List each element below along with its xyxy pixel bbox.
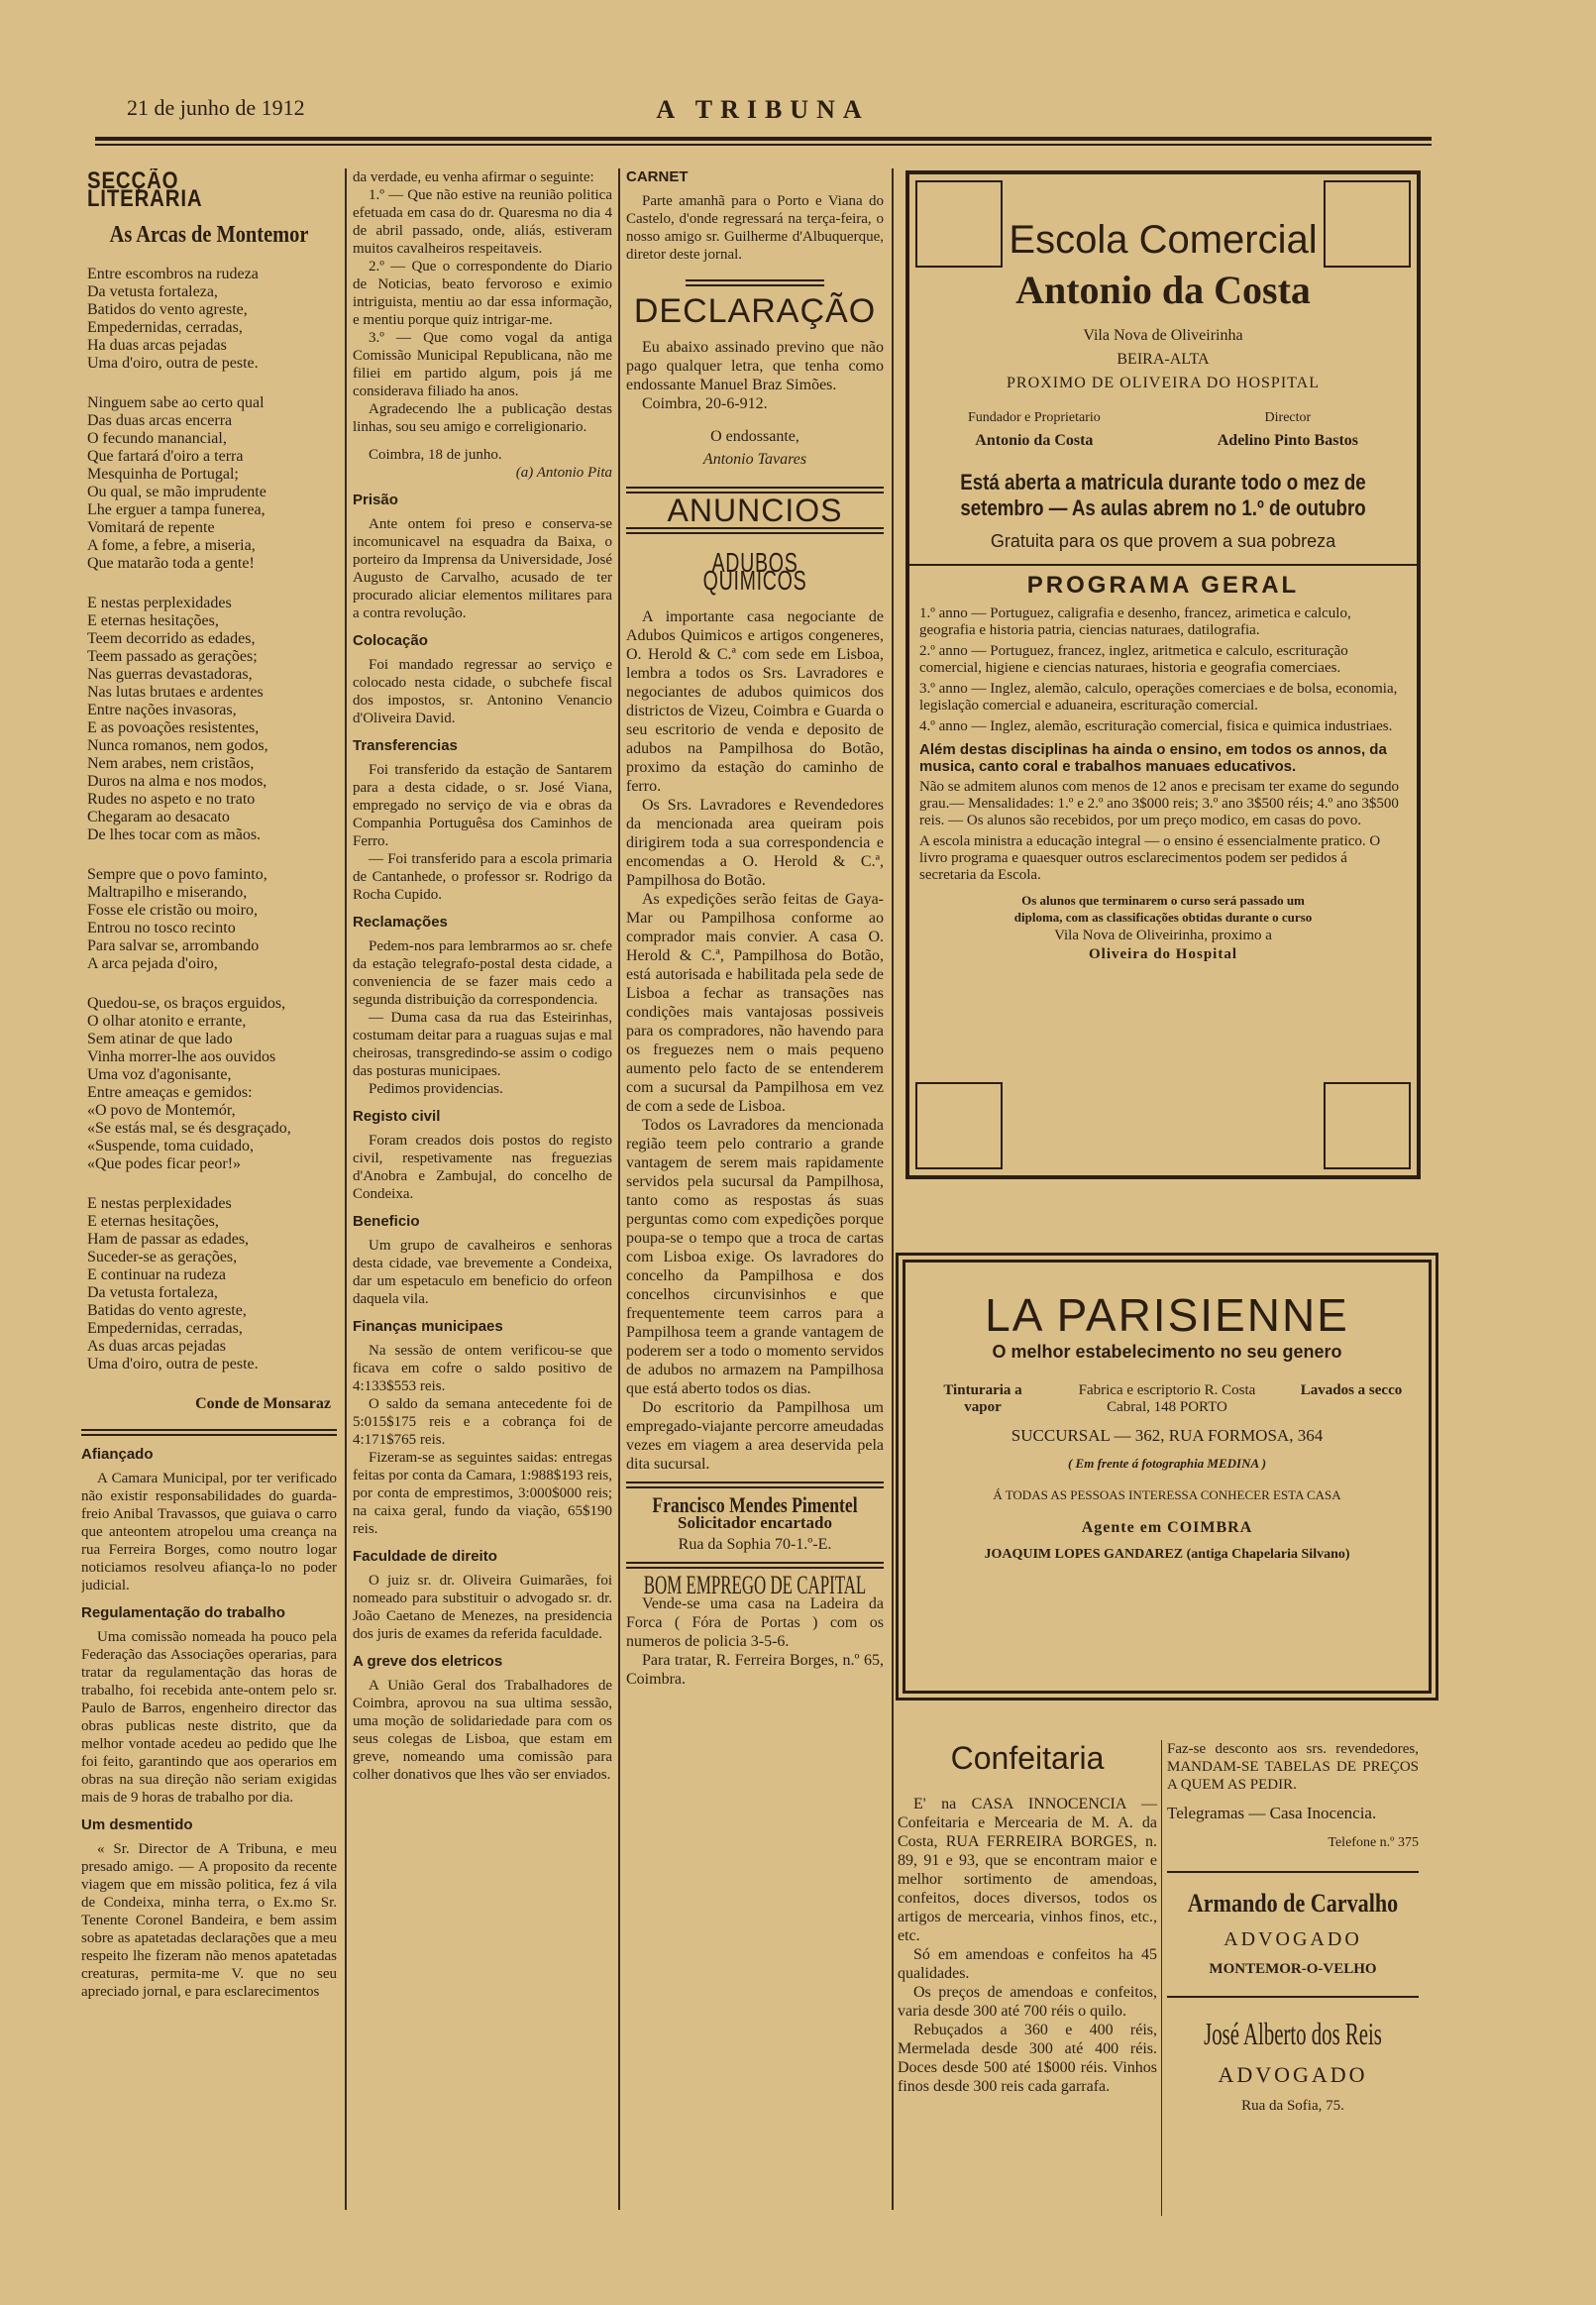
ad-name: Francisco Mendes Pimentel	[652, 1492, 858, 1517]
lawyer-location: MONTEMOR-O-VELHO	[1209, 1961, 1377, 1977]
ad-heading: Confeitaria	[950, 1740, 1105, 1776]
article-heading: Beneficio	[353, 1213, 420, 1230]
letter-signature: (a) Antonio Pita	[515, 465, 612, 481]
director	[1218, 410, 1358, 450]
service: Lavados a secco	[1300, 1382, 1403, 1398]
article-text: Foram creados dois postos do registo civil, respetivamente nas freguezias d'Anobra e Zambujal, do concelho de Condeixa.	[353, 1133, 612, 1202]
article-text: — Foi transferido para a escola primaria de Cantanhede, o professor sr. Rodrigo da Rocha Cupido.	[353, 851, 612, 903]
article	[81, 1446, 337, 2001]
ornament	[915, 180, 1003, 268]
article-heading: Prisão	[353, 492, 398, 508]
ads-heading: ANUNCIOS	[667, 493, 843, 528]
lawyer-name: Armando de Carvalho	[1187, 1889, 1399, 1918]
shop-services	[905, 1382, 1429, 1416]
school-name-2: Antonio da Costa	[1015, 268, 1311, 312]
article-text: da verdade, eu venha afirmar o seguinte:	[353, 169, 594, 185]
article-text: Pedimos providencias.	[369, 1081, 503, 1097]
ad-role: Solicitador encartado	[678, 1513, 832, 1532]
admission-note: Não se admitem alunos com menos de 12 anos e precisam ter exame do segundo grau.— Mensalidades: 1.º e 2.º ano 3$000 reis; 3.º ano 3$500 réis; 4.º ano 3$500 reis. — Os alunos são recebidos, por um preço modico, em casas do povo.	[919, 779, 1400, 828]
director-name: Adelino Pinto Bastos	[1217, 432, 1358, 449]
stanza: E nestas perplexidades E eternas hesitações, Teem decorrido as edades, Teem passado as gerações; Nas guerras devastadoras, Nas lutas brutaes e ardentes Entre nações invasoras, E as povoações resistentes, Nunca romanos, nem godos, Nem arabes, nem cristãos, Duros na alma e nos modos, Rudes no aspeto e no trato Chegaram ao desacato De lhes tocar com as mãos.	[87, 595, 268, 843]
ad-text: Os Srs. Lavradores e Revendedores da mencionada area queiram pois dirigirem toda a sua correspondencia e encomendas a O. Herold & C.ª, Pampilhosa do Botão.	[626, 797, 884, 889]
agent-name: JOAQUIM LOPES GANDAREZ (antiga Chapelaria Silvano)	[984, 1547, 1350, 1562]
article	[353, 168, 612, 1784]
address-note: Oliveira do Hospital	[1088, 946, 1237, 962]
school-name: Escola Comercial	[1009, 218, 1318, 262]
ad-escola-comercial	[905, 170, 1421, 1179]
founder-label: Fundador e Proprietario	[968, 410, 1101, 425]
ad-text: Todos os Lavradores da mencionada região teem pelo contrario a grande vantagem de serem mais rapidamente servidos pela sucursal da Pampilhosa, tanto como as respostas ás suas perguntas como com expedições porque poupa-se o tempo que a troca de cartas com Lisboa exige. Os lavradores do concelho da Pampilhosa e dos concelhos circunvisinhos e que frequentemente teem carros para a Pampilhosa teem a grande vantagem de poderem ser a todo o momento servidos de adubos no armazem na Pampilhosa que está aberto todos os dias.	[626, 1117, 884, 1397]
article-heading: Um desmentido	[81, 1816, 193, 1833]
ad-text: Do escritorio da Pampilhosa um empregado-viajante percorre ameudadas vezes em viagem a area deservida pela dita sucursal.	[626, 1399, 884, 1473]
free-notice: Gratuita para os que provem a sua pobreza	[990, 531, 1336, 551]
article-text: Uma comissão nomeada ha pouco pela Federação das Associações operarias, para tratar da regulamentação das horas de trabalho, foi recebida ante-ontem pelo sr. Paulo de Barros, engenheiro director das obras publicas neste distrito, que da melhor vontade acedeu ao pedido que lhe foi feito, garantindo que aos operarios em obras na sua direção não seriam exigidas mais de 9 horas de trabalho por dia.	[81, 1629, 337, 1806]
article-heading: Regulamentação do trabalho	[81, 1604, 285, 1621]
letter-place: Coimbra, 18 de junho.	[369, 447, 502, 463]
article	[626, 168, 884, 264]
ad-text: Para tratar, R. Ferreira Borges, n.º 65, Coimbra.	[626, 1652, 884, 1688]
diploma-note: Os alunos que terminarem o curso será passado um diploma, com as classificações obtidas durante o curso	[1013, 893, 1313, 925]
divider	[1167, 1871, 1419, 1873]
ad-heading: BOM EMPREGO DE CAPITAL	[643, 1571, 867, 1599]
ornament	[1324, 1082, 1411, 1169]
masthead-title: A TRIBUNA	[656, 95, 870, 124]
article-text: O saldo da semana antecedente foi de 5:015$175 reis e a cobrança foi de 4:171$765 reis.	[353, 1396, 612, 1448]
phone-text: Telefone n.º 375	[1328, 1835, 1419, 1850]
divider	[626, 527, 884, 534]
article-heading: Finanças municipaes	[353, 1318, 503, 1335]
stanza: E nestas perplexidades E eternas hesitações, Ham de passar as edades, Suceder-se as gerações, E continuar na rudeza Da vetusta fortaleza, Batidas do vento agreste, Empedernidas, cerradas, As duas arcas pejadas Uma d'oiro, outra de peste.	[87, 1195, 259, 1372]
service: Tinturaria a vapor	[943, 1382, 1022, 1415]
stanza: Sempre que o povo faminto, Maltrapilho e miserando, Fosse ele cristão ou moiro, Entrou no tosco recinto Para salvar se, arrombando A arca pejada d'oiro,	[87, 866, 267, 972]
location: BEIRA-ALTA	[1117, 351, 1210, 368]
header-rule-thin	[95, 144, 1432, 146]
shop-address: Fabrica e escriptorio R. Costa Cabral, 148 PORTO	[1078, 1382, 1256, 1415]
article-text: 2.º — Que o correspondente do Diario de Noticias, beato fervoroso e eximio intriguista, mentiu ao dar essa informação, e mentiu porque quiz intrigar-me.	[353, 259, 612, 328]
header-rule	[95, 137, 1432, 141]
ad-adubos	[626, 607, 884, 1474]
declaration-heading: DECLARAÇÃO	[633, 292, 877, 330]
article-heading: Afiançado	[81, 1446, 154, 1463]
agent-label: Agente em COIMBRA	[1081, 1519, 1253, 1536]
ornament	[1324, 180, 1411, 268]
article-text: Foi mandado regressar ao serviço e colocado nesta cidade, o subchefe fiscal dos impostos, sr. Antonino Venancio d'Oliveira David.	[353, 657, 612, 726]
right-ads	[1167, 1740, 1419, 2115]
program-year: 4.º anno — Inglez, alemão, escrituração comercial, fisica e quimica industriaes.	[919, 718, 1393, 734]
article-text: Pedem-nos para lembrarmos ao sr. chefe da estação telegrafo-postal desta cidade, a conveniencia de se fazer mais cedo a segunda distribuição da correspondencia.	[353, 938, 612, 1008]
article-heading: A greve dos eletricos	[353, 1653, 503, 1670]
poem-signature: Conde de Monsaraz	[195, 1395, 331, 1412]
article-text: A União Geral dos Trabalhadores de Coimbra, aprovou na sua ultima sessão, uma moção de solidariedade para com os seus colegas de Lisboa, que estam em greve, nomeando uma comissão para colher donativos que lhes vão ser enviados.	[353, 1678, 612, 1783]
lawyer-address: Rua da Sofia, 75.	[1241, 2098, 1344, 2114]
shop-name: LA PARISIENNE	[985, 1289, 1349, 1341]
column-3	[626, 168, 884, 2210]
program-heading: PROGRAMA GERAL	[909, 564, 1417, 600]
article-heading: Transferencias	[353, 737, 458, 754]
article-text: Fizeram-se as seguintes saidas: entregas feitas por conta da Camara, 1:988$193 reis, por conta de emprestimos, 3:000$000 reis; na caixa geral, fundo da viação, 65$190 reis.	[353, 1450, 612, 1537]
column-2	[353, 168, 612, 2210]
lawyer-profession: ADVOGADO	[1224, 1928, 1362, 1950]
declaration-role: O endossante,	[710, 428, 799, 445]
ad-text: Só em amendoas e confeitos ha 45 qualidades.	[898, 1946, 1157, 1982]
article-text: 1.º — Que não estive na reunião politica efetuada em casa do dr. Quaresma no dia 4 de abril passado, onde, aliás, estiveram muitos cavalheiros respeitaveis.	[353, 187, 612, 257]
article-text: Na sessão de ontem verificou-se que ficava em cofre o saldo positivo de 4:133$553 reis.	[353, 1343, 612, 1394]
founder	[968, 410, 1101, 450]
column-divider	[1161, 1740, 1162, 2216]
ad-confeitaria	[898, 1732, 1157, 2096]
school-staff	[909, 410, 1417, 450]
education-note: A escola ministra a educação integral — o ensino é essencialmente pratico. O livro programa e quaesquer outros esclarecimentos podem ser pedidos á secretaria da Escola.	[919, 833, 1381, 883]
ad-text: Vende-se uma casa na Ladeira da Forca ( Fóra de Portas ) com os numeros de policia 3-5-6.	[626, 1595, 884, 1650]
declaration-text: Eu abaixo assinado previno que não pago qualquer letra, que tenha como endossante Manuel Braz Simões.	[626, 339, 884, 393]
ad-text: E' na CASA INNOCENCIA — Confeitaria e Mercearia de M. A. da Costa, RUA FERREIRA BORGES, n. 89, 91 e 93, que se encontram maior e melhor sortimento de amendoas, confeitos, doces diversos, todos os artigos de mercearia, vinhos finos, etc., etc.	[898, 1796, 1157, 1944]
declaration-place: Coimbra, 20-6-912.	[642, 395, 768, 412]
shop-slogan: O melhor estabelecimento no seu genero	[992, 1342, 1342, 1362]
ornament	[915, 1082, 1003, 1169]
ad-bom-emprego	[626, 1594, 884, 1689]
divider	[81, 1429, 337, 1436]
column-1	[81, 168, 337, 2210]
poem	[81, 266, 337, 1373]
stanza: Entre escombros na rudeza Da vetusta fortaleza, Batidos do vento agreste, Empedernidas, cerradas, Ha duas arcas pejadas Uma d'oiro, outra de peste.	[87, 266, 259, 372]
ad-text: As expedições serão feitas de Gaya-Mar ou Pampilhosa conforme ao comprador mais convier. A casa O. Herold & C.ª, Pampilhosa do Botão, está autorisada e habilitada pela sede de Lisboa a fechar as transações nas condições mais vantajosas possiveis para os compradores, não havendo para os freguezes nem o mais pequeno aumento pelo facto de se entenderem com a sucursal da Pampilhosa em vez de com a sede de Lisboa.	[626, 891, 884, 1115]
article-text: Parte amanhã para o Porto e Viana do Castelo, d'onde regressará na terça-feira, o nosso amigo sr. Guilherme d'Albuquerque, diretor deste jornal.	[626, 193, 884, 263]
ad-text: A importante casa negociante de Adubos Quimicos e artigos congeneres, O. Herold & C.ª com sede em Lisboa, lembra a todos os Srs. Lavradores e negociantes de adubos quimicos dos districtos de Vizeu, Coimbra e Guarda o seu escritorio de venda e deposito de adubos na Pampilhosa do Botão, proximo da estação do caminho de ferro.	[626, 608, 884, 795]
location: PROXIMO DE OLIVEIRA DO HOSPITAL	[1007, 375, 1320, 391]
branch: SUCCURSAL — 362, RUA FORMOSA, 364	[1011, 1426, 1324, 1445]
poem-title: As Arcas de Montemor	[109, 222, 309, 248]
article-text: A Camara Municipal, por ter verificado não existir responsabilidades do guarda-freio Anibal Travassos, que guiava o carro que anteontem atropelou uma creança na rua Ferreira Borges, como noutro logar noticiamos resolveu afiança-lo no poder judicial.	[81, 1471, 337, 1593]
article-text: Agradecendo lhe a publicação destas linhas, sou seu amigo e correligionario.	[353, 401, 612, 435]
article-heading: Reclamações	[353, 914, 448, 931]
ad-text: Os preços de amendoas e confeitos, varia desde 300 até 700 réis o quilo.	[898, 1984, 1157, 2020]
divider	[626, 1562, 884, 1569]
program-year: 3.º anno — Inglez, alemão, calculo, operações comerciaes e de bolsa, economia, legislação comercial e aduaneira, escrituração comercial.	[919, 681, 1398, 713]
ad-text: Rebuçados a 360 e 400 réis, Mermelada desde 300 até 400 réis. Doces desde 500 até 1$000 réis. Vinhos finos desde 300 reis cada garrafa.	[898, 2022, 1157, 2095]
article-heading: Faculdade de direito	[353, 1548, 497, 1565]
article-text: Ante ontem foi preso e conserva-se incomunicavel na esquadra da Baixa, o porteiro da Imprensa da Universidade, José Augusto de Carvalho, acusado de ter procurado aliciar elementos militares para a contra revolução.	[353, 516, 612, 621]
article-heading: Registo civil	[353, 1108, 441, 1125]
founder-name: Antonio da Costa	[975, 432, 1094, 449]
lawyer-profession: ADVOGADO	[1218, 2062, 1368, 2087]
column-divider	[345, 168, 347, 2210]
telegram-text: Telegramas — Casa Inocencia.	[1167, 1804, 1377, 1822]
slogan: Á TODAS AS PESSOAS INTERESSA CONHECER ESTA CASA	[993, 1487, 1341, 1502]
program-year: 1.º anno — Portuguez, caligrafia e desenho, francez, arimetica e calculo, geografia e historia patria, ciencias naturaes, datilografia.	[919, 605, 1351, 638]
ad-address: Rua da Sophia 70-1.º-E.	[678, 1536, 832, 1553]
declaration-signature: Antonio Tavares	[702, 451, 807, 468]
article-heading: CARNET	[626, 168, 689, 185]
article-text: Foi transferido da estação de Santarem para a desta cidade, o sr. José Viana, empregado no serviço de via e obras da Companhia Portuguêsa dos Caminhos de Ferro.	[353, 762, 612, 849]
issue-date: 21 de junho de 1912	[127, 95, 305, 120]
column-divider	[618, 168, 620, 2210]
declaration	[626, 338, 884, 469]
article-text: « Sr. Director de A Tribuna, e meu presado amigo. — A proposito da recente viagem que em missão politica, fez á vila de Condeixa, minha terra, o Ex.mo Sr. Tenente Coronel Bandeira, e bem assim sobre as apatetadas declarações que a meu respeito lhe fizeram não menos apatetadas creaturas, permita-me V. que no seu apreciado jornal, e para esclarecimentos	[81, 1841, 337, 2000]
program-year: 2.º anno — Portuguez, francez, inglez, aritmetica e calculo, escrituração comercial, higiene e ciencias naturaes, historia e geografia comerciaes.	[919, 643, 1348, 676]
stanza: Ninguem sabe ao certo qual Das duas arcas encerra O fecundo manancial, Que fartará d'oiro a terra Mesquinha de Portugal; Ou qual, se mão imprudente Lhe erguer a tampa funerea, Vomitará de repente A fome, a febre, a miseria, Que matarão toda a gente!	[87, 394, 266, 572]
lawyer-name: José Alberto dos Reis	[1204, 2016, 1382, 2051]
program-list	[919, 605, 1407, 735]
divider	[626, 1482, 884, 1488]
discount-text: Faz-se desconto aos srs. revendedores, MANDAM-SE TABELAS DE PREÇOS A QUEM AS PEDIR.	[1167, 1741, 1419, 1793]
enrolment-notice: Está aberta a matricula durante todo o mez de setembro — As aulas abrem no 1.º de outubro	[960, 470, 1366, 520]
divider	[686, 279, 824, 286]
stanza: Quedou-se, os braços erguidos, O olhar atonito e errante, Sem atinar de que lado Vinha morrer-lhe aos ouvidos Uma voz d'agonisante, Entre ameaças e gemidos: «O povo de Montemór, «Se estás mal, se és desgraçado, «Suspende, toma cuidado, «Que podes ficar peor!»	[87, 995, 291, 1172]
ad-heading: ADUBOS QUIMICOS	[702, 547, 807, 596]
article-text: Um grupo de cavalheiros e senhoras desta cidade, vae brevemente a Condeixa, dar um espetaculo em beneficio do orfeon daquela vila.	[353, 1238, 612, 1307]
divider	[1167, 1996, 1419, 1998]
address-note: Vila Nova de Oliveirinha, proximo a	[1054, 928, 1272, 943]
article-text: — Duma casa da rua das Esteirinhas, costumam deitar para a ruaguas sujas e mal cheirosas, transgredindo-se assim o codigo das posturas municipaes.	[353, 1010, 612, 1079]
location: Vila Nova de Oliveirinha	[1083, 327, 1243, 344]
column-divider	[892, 168, 894, 2210]
extra-subjects: Além destas disciplinas ha ainda o ensino, em todos os annos, da musica, canto coral e trabalhos manuaes educativos.	[919, 741, 1387, 775]
section-title: SECÇÃO LITERARIA	[87, 168, 203, 212]
ad-la-parisienne	[896, 1253, 1438, 1701]
director-label: Director	[1264, 410, 1312, 425]
article-text: O juiz sr. dr. Oliveira Guimarães, foi nomeado para substituir o advogado sr. dr. João Caetano de Menezes, na presidencia dos juris de exames da referida faculdade.	[353, 1573, 612, 1642]
article-heading: Colocação	[353, 632, 428, 649]
ad-body	[898, 1795, 1157, 2096]
article-text: 3.º — Que como vogal da antiga Comissão Municipal Republicana, não me filiei em partido algum, pois já me considerava filiado ha anos.	[353, 330, 612, 399]
branch-note: ( Em frente á fotographia MEDINA )	[1067, 1456, 1267, 1471]
